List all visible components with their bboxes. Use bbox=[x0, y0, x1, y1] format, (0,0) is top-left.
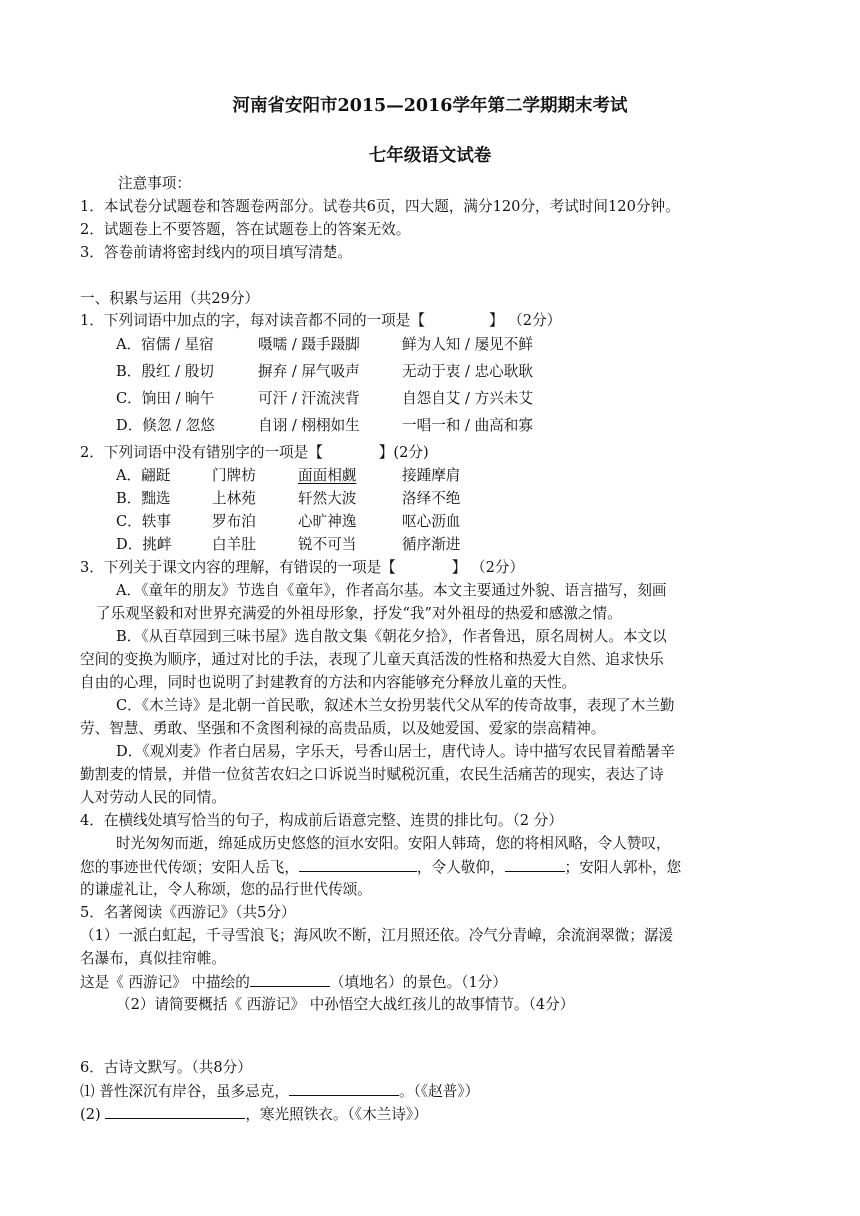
option-b: 无动于衷 / 忠心耿耿 bbox=[402, 363, 533, 380]
q3-line: D．《观刈麦》作者白居易，字乐天，号香山居士，唐代诗人。诗中描写农民冒着酷暑辛 bbox=[116, 743, 675, 760]
q5-line: 这是《 西游记》 中描绘的 （填地名）的景色。（1分） bbox=[80, 974, 507, 991]
q4-stem: 4．在横线处填写恰当的句子，构成前后语意完整、连贯的排比句。（2 分） bbox=[80, 812, 563, 829]
exam-title: 河南省安阳市2015—2016学年第二学期期末考试 bbox=[232, 96, 628, 116]
notice-item: 3．答卷前请将密封线内的项目填写清楚。 bbox=[80, 244, 352, 261]
option-a: 面面相觑 bbox=[298, 467, 357, 484]
option-a: 鲜为人知 / 屡见不鲜 bbox=[402, 336, 533, 353]
q3-line: B．《从百草园到三味书屋》选自散文集《朝花夕拾》，作者鲁迅，原名周树人。本文以 bbox=[116, 628, 667, 645]
answer-blank[interactable] bbox=[289, 1081, 399, 1096]
option-d: 白羊肚 bbox=[212, 536, 256, 553]
option-a: A．宿儒 / 星宿 bbox=[116, 336, 214, 353]
option-c: C．轶事 bbox=[116, 513, 171, 530]
option-c: 自怨自艾 / 方兴未艾 bbox=[402, 390, 533, 407]
option-a: 接踵摩肩 bbox=[402, 467, 461, 484]
notice-heading: 注意事项： bbox=[118, 175, 191, 192]
option-a: 嗫嚅 / 蹑手蹑脚 bbox=[258, 336, 360, 353]
option-c: 心旷神逸 bbox=[298, 513, 357, 530]
option-b: 洛绎不绝 bbox=[402, 490, 461, 507]
option-b: 轩然大波 bbox=[298, 490, 357, 507]
option-d: 循序渐进 bbox=[402, 536, 461, 553]
q5-stem: 5．名著阅读《西游记》（共5分） bbox=[80, 904, 296, 921]
q3-line: 人对劳动人民的同情。 bbox=[80, 789, 226, 806]
q3-line: 劳、智慧、勇敢、坚强和不贪图利禄的高贵品质，以及她爱国、爱家的崇高精神。 bbox=[80, 720, 606, 737]
answer-blank[interactable] bbox=[105, 1104, 245, 1119]
option-a: A．翩跹 bbox=[116, 467, 171, 484]
option-b: B．殷红 / 殷切 bbox=[116, 363, 214, 380]
q4-line: 的谦虚礼让，令人称颂，您的品行世代传颂。 bbox=[80, 881, 372, 898]
option-d: 一唱一和 / 曲高和寡 bbox=[402, 417, 533, 434]
q5-line: 名瀑布，真似挂帘帷。 bbox=[80, 950, 226, 967]
answer-blank[interactable] bbox=[505, 857, 565, 872]
q1-stem: 1．下列词语中加点的字，每对读音都不同的一项是【 】 （2分） bbox=[80, 312, 562, 329]
q6-stem: 6．古诗文默写。（共8分） bbox=[80, 1059, 252, 1076]
option-b: 上林苑 bbox=[212, 490, 256, 507]
section-heading: 一、积累与运用（共29分） bbox=[80, 290, 260, 307]
q6-line: (2) ，寒光照铁衣。（《木兰诗》） bbox=[80, 1106, 428, 1123]
q5-line: （2）请简要概括《 西游记》 中孙悟空大战红孩儿的故事情节。（4分） bbox=[116, 996, 575, 1013]
option-d: 锐不可当 bbox=[298, 536, 357, 553]
answer-blank[interactable] bbox=[299, 857, 417, 872]
exam-subtitle: 七年级语文试卷 bbox=[368, 146, 492, 166]
option-b: B．黜选 bbox=[116, 490, 171, 507]
option-d: D．挑衅 bbox=[116, 536, 172, 553]
q5-line: （1）一派白虹起，千寻雪浪飞；海风吹不断，江月照还依。冷气分青嶂，余流润翠微；潺湲 bbox=[80, 927, 674, 944]
answer-blank[interactable] bbox=[250, 972, 330, 987]
q3-stem: 3．下列关于课文内容的理解，有错误的一项是【 】 （2分） bbox=[80, 559, 525, 576]
q6-line: ⑴ 普性深沉有岸谷，虽多忌克， 。（《赵普》） bbox=[80, 1083, 480, 1100]
option-d: 自诩 / 栩栩如生 bbox=[258, 417, 360, 434]
notice-item: 2．试题卷上不要答题，答在试题卷上的答案无效。 bbox=[80, 221, 411, 238]
option-c: 呕心沥血 bbox=[402, 513, 461, 530]
option-a: 门牌枋 bbox=[212, 467, 256, 484]
q3-line: 了乐观坚毅和对世界充满爱的外祖母形象，抒发“我”对外祖母的热爱和感激之情。 bbox=[96, 605, 622, 622]
option-c: 可汗 / 汗流浃背 bbox=[258, 390, 360, 407]
q4-line: 时光匆匆而逝，绵延成历史悠悠的洹水安阳。安阳人韩琦，您的将相风略，令人赞叹， bbox=[116, 835, 671, 852]
q3-line: 自由的心理，同时也说明了封建教育的方法和内容能够充分释放儿童的天性。 bbox=[80, 674, 577, 691]
q3-line: 勤割麦的情景，并借一位贫苦农妇之口诉说当时赋税沉重，农民生活痛苦的现实，表达了诗 bbox=[80, 766, 664, 783]
q2-stem: 2．下列词语中没有错别字的一项是【 】(2分) bbox=[80, 444, 429, 461]
q3-line: C．《木兰诗》是北朝一首民歌，叙述木兰女扮男装代父从军的传奇故事，表现了木兰勤 bbox=[116, 697, 675, 714]
option-b: 摒弃 / 屏气吸声 bbox=[258, 363, 360, 380]
q3-line: 空间的变换为顺序，通过对比的手法，表现了儿童天真活泼的性格和热爱大自然、追求快乐 bbox=[80, 651, 664, 668]
notice-item: 1．本试卷分试题卷和答题卷两部分。试卷共6页，四大题，满分120分，考试时间120分钟。 bbox=[80, 198, 680, 215]
option-c: C．饷田 / 晌午 bbox=[116, 390, 215, 407]
option-d: D．倏忽 / 忽悠 bbox=[116, 417, 215, 434]
q4-line: 您的事迹世代传颂；安阳人岳飞， ，令人敬仰， ；安阳人郭朴，您 bbox=[80, 859, 682, 876]
option-c: 罗布泊 bbox=[212, 513, 256, 530]
q3-line: A．《童年的朋友》节选自《童年》，作者高尔基。本文主要通过外貌、语言描写，刻画 bbox=[116, 582, 667, 599]
